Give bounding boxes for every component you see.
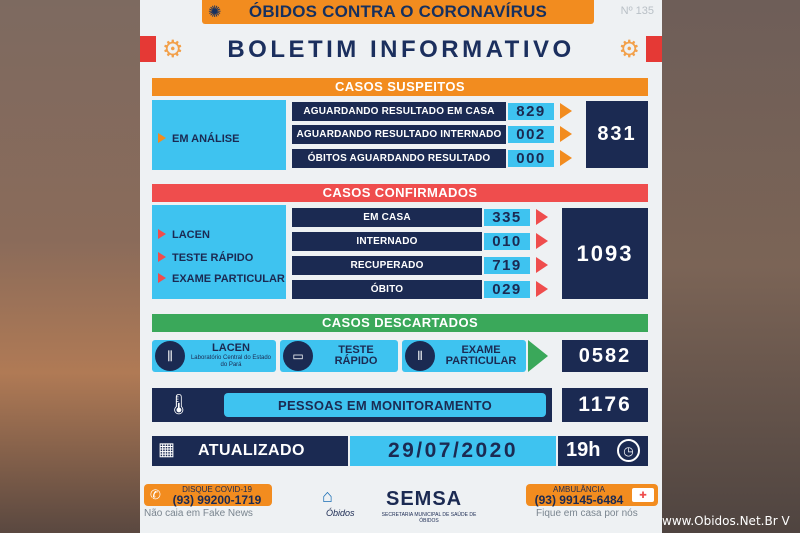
brand-subtitle: SECRETARIA MUNICIPAL DE SAÚDE DE ÓBIDOS <box>381 512 477 524</box>
confirmados-category: LACEN <box>172 229 210 241</box>
confirmados-row-value: 335 <box>484 209 530 226</box>
background-left <box>0 0 140 533</box>
ambulancia-number: (93) 99145-6484 <box>534 493 624 507</box>
lacen-subtitle: Laboratório Central do Estado do Pará <box>190 355 272 368</box>
vials-icon: ⦀ <box>405 341 435 371</box>
arrow-icon <box>528 340 548 372</box>
city-skyline-icon: ⌂ <box>322 486 333 506</box>
bullet-icon <box>158 273 166 283</box>
gear-icon: ⚙ <box>162 36 184 63</box>
em-analise-label: EM ANÁLISE <box>172 133 240 145</box>
bullet-icon <box>158 252 166 262</box>
phone-icon: ✆ <box>150 487 161 502</box>
atualizado-time-panel <box>558 436 648 466</box>
disque-covid-box <box>144 484 272 506</box>
bulletin-poster <box>140 0 662 533</box>
teste-rapido-line1: TESTE <box>338 344 374 356</box>
atualizado-label: ATUALIZADO <box>198 442 305 459</box>
arrow-icon <box>560 126 572 142</box>
top-banner <box>202 0 594 24</box>
suspeitos-row-value: 000 <box>508 150 554 167</box>
confirmados-row-label: INTERNADO <box>292 232 482 251</box>
descartados-header: CASOS DESCARTADOS <box>152 314 648 332</box>
confirmados-row-label: ÓBITO <box>292 280 482 299</box>
confirmados-row-value: 010 <box>484 233 530 250</box>
arrow-icon <box>536 233 548 249</box>
city-label: Óbidos <box>326 508 355 518</box>
calendar-icon: ▦ <box>158 439 176 459</box>
clock-icon: ◷ <box>617 439 640 462</box>
watermark: www.Obidos.Net.Br V <box>662 514 790 528</box>
atualizado-panel <box>152 436 348 466</box>
confirmados-row-value: 719 <box>484 257 530 274</box>
ambulancia-box <box>526 484 658 506</box>
suspeitos-row-label: AGUARDANDO RESULTADO INTERNADO <box>292 125 506 144</box>
suspeitos-row-value: 829 <box>508 103 554 120</box>
suspeitos-row-label: ÓBITOS AGUARDANDO RESULTADO <box>292 149 506 168</box>
fique-em-casa-note: Fique em casa por nós <box>536 508 638 519</box>
lacen-title: LACEN <box>212 342 250 354</box>
monitoramento-total: 1176 <box>562 388 648 422</box>
confirmados-row-label: RECUPERADO <box>292 256 482 275</box>
arrow-icon <box>560 103 572 119</box>
test-kit-icon: ▭ <box>283 341 313 371</box>
suspeitos-row-value: 002 <box>508 126 554 143</box>
atualizado-date: 29/07/2020 <box>350 436 556 466</box>
confirmados-total: 1093 <box>562 208 648 299</box>
edition-number: Nº 135 <box>620 5 654 17</box>
ambulancia-label: AMBULÂNCIA <box>552 485 605 494</box>
confirmados-row-value: 029 <box>484 281 530 298</box>
exame-line2: PARTICULAR <box>445 355 517 367</box>
fake-news-note: Não caia em Fake News <box>144 508 253 519</box>
exame-line1: EXAME <box>461 344 501 356</box>
descartados-lacen <box>152 340 276 372</box>
bulletin-title: BOLETIM INFORMATIVO <box>227 36 575 63</box>
descartados-exame-particular <box>402 340 526 372</box>
gear-icon: ⚙ <box>618 36 640 63</box>
confirmados-header: CASOS CONFIRMADOS <box>152 184 648 202</box>
confirmados-category: TESTE RÁPIDO <box>172 252 254 264</box>
disque-label: DISQUE COVID-19 <box>182 485 252 494</box>
title-strip <box>140 36 662 62</box>
banner-title: ÓBIDOS CONTRA O CORONAVÍRUS <box>248 2 548 21</box>
suspeitos-row-label: AGUARDANDO RESULTADO EM CASA <box>292 102 506 121</box>
monitoramento-label: PESSOAS EM MONITORAMENTO <box>224 393 546 417</box>
confirmados-row-label: EM CASA <box>292 208 482 227</box>
disque-number: (93) 99200-1719 <box>172 493 262 507</box>
bullet-icon <box>158 229 166 239</box>
arrow-icon <box>536 257 548 273</box>
arrow-icon <box>560 150 572 166</box>
confirmados-category: EXAME PARTICULAR <box>172 273 285 285</box>
teste-rapido-line2: RÁPIDO <box>334 355 378 367</box>
descartados-total: 0582 <box>562 340 648 372</box>
virus-icon: ✺ <box>208 4 222 21</box>
suspeitos-category-panel <box>152 100 286 170</box>
brand-name: SEMSA <box>386 488 463 510</box>
suspeitos-total: 831 <box>586 101 648 168</box>
ambulance-icon: ✚ <box>632 488 654 502</box>
descartados-teste-rapido <box>280 340 398 372</box>
semsa-logo <box>322 484 482 524</box>
arrow-icon <box>536 281 548 297</box>
background-right <box>662 0 800 533</box>
atualizado-time: 19h <box>566 439 601 461</box>
monitoramento-panel <box>152 388 552 422</box>
arrow-icon <box>536 209 548 225</box>
suspeitos-header: CASOS SUSPEITOS <box>152 78 648 96</box>
bullet-icon <box>158 133 166 143</box>
thermometer-icon: 🌡 <box>166 394 192 416</box>
test-tube-icon: ⫼ <box>155 341 185 371</box>
confirmados-category-panel <box>152 205 286 299</box>
